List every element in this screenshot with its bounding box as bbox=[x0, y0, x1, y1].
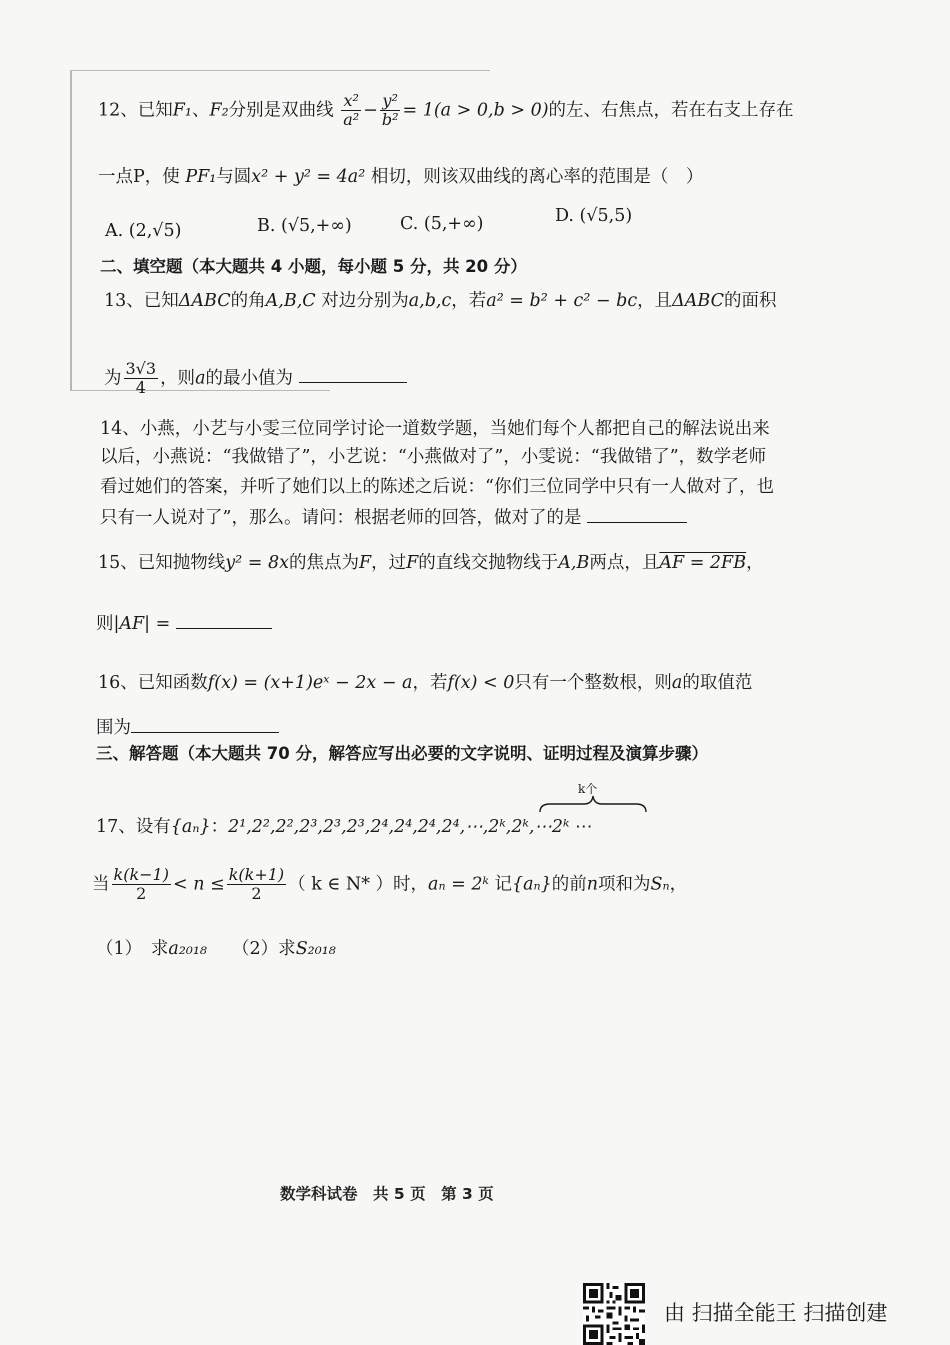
q14-line4: 只有一人说对了”，那么。请问：根据老师的回答，做对了的是 bbox=[100, 506, 687, 530]
q12-option-c: C. (5,+∞) bbox=[400, 214, 484, 234]
q13-line1: 13、已知ΔABC的角A,B,C 对边分别为a,b,c，若a² = b² + c² − bc，且ΔABC的面积 bbox=[104, 291, 777, 311]
q17-k-terms: 2ᵏ,2ᵏ,⋯2ᵏ bbox=[488, 817, 570, 837]
q12-cond: = 1(a > 0,b > 0) bbox=[402, 100, 549, 121]
q17-an-def: aₙ = 2ᵏ bbox=[428, 874, 489, 895]
q13-answer-blank bbox=[299, 366, 407, 383]
q17-line1: 17、设有{aₙ}：2¹,2²,2²,2³,2³,2³,2⁴,2⁴,2⁴,2⁴,⋯,2ᵏ,2ᵏ,⋯2ᵏ ⋯ bbox=[96, 817, 593, 837]
q17-upper-fraction: $\frac{k(k+1)}{2}$ bbox=[228, 865, 285, 904]
q15-vector-eq: AF = 2FB bbox=[659, 553, 747, 573]
q16-answer-blank bbox=[131, 716, 279, 733]
q12-minus: − bbox=[363, 100, 378, 121]
q14-answer-blank bbox=[587, 506, 687, 523]
q12-line1 bbox=[98, 92, 794, 130]
q12-option-a: A. (2,√5) bbox=[105, 221, 182, 241]
q12-sep: 、 bbox=[191, 100, 210, 121]
q14-line2: 以后，小燕说：“我做错了”，小艺说：“小燕做对了”，小雯说：“我做错了”，数学老师 bbox=[100, 447, 767, 467]
q14-line3: 看过她们的答案，并听了她们以上的陈述之后说：“你们三位同学中只有一人做对了，也 bbox=[100, 477, 774, 497]
q16-function: f(x) = (x+1)eˣ − 2x − a bbox=[207, 673, 413, 693]
q15-equation: y² = 8x bbox=[225, 553, 289, 573]
section3-heading: 三、解答题（本大题共 70 分，解答应写出必要的文字说明、证明过程及演算步骤） bbox=[96, 744, 708, 763]
frame-line-left bbox=[70, 70, 72, 390]
q17-brace-label: k个 bbox=[578, 782, 598, 796]
q12-option-d: D. (√5,5) bbox=[555, 206, 633, 226]
section2-heading: 二、填空题（本大题共 4 小题，每小题 5 分，共 20 分） bbox=[100, 257, 527, 276]
q17-sequence-terms: 2¹,2²,2²,2³,2³,2³,2⁴,2⁴,2⁴,2⁴,⋯, bbox=[228, 817, 489, 837]
q12-frac1: $\frac{\text{x²}}{\text{a²}}$ bbox=[343, 91, 360, 130]
q12-line2: 一点P，使 PF₁与圆x² + y² = 4a² 相切，则该双曲线的离心率的范围是（ ） bbox=[98, 167, 704, 187]
q12-prefix: 12、已知 bbox=[98, 100, 173, 121]
q17-lower-fraction: $\frac{k(k-1)}{2}$ bbox=[113, 865, 169, 904]
q16-line1: 16、已知函数f(x) = (x+1)eˣ − 2x − a，若f(x) < 0只有一个整数根，则a的取值范 bbox=[98, 673, 753, 693]
scanner-watermark: 由 扫描全能王 扫描创建 bbox=[664, 1301, 888, 1325]
q15-answer-blank bbox=[176, 612, 272, 629]
q17-s2018: S₂₀₁₈ bbox=[295, 939, 336, 959]
q12-option-b: B. (√5,+∞) bbox=[257, 216, 352, 236]
frame-line-top bbox=[70, 70, 490, 71]
q17-line3: （1） 求a₂₀₁₈ （2）求S₂₀₁₈ bbox=[96, 939, 336, 959]
q17-a2018: a₂₀₁₈ bbox=[168, 939, 207, 959]
q12-f2: F₂ bbox=[209, 100, 229, 121]
q12-frac2: $\frac{\text{y²}}{\text{b²}}$ bbox=[381, 91, 399, 130]
q13-equation: a² = b² + c² − bc bbox=[486, 291, 638, 311]
qr-code-icon bbox=[583, 1283, 645, 1345]
q12-pf1: PF₁ bbox=[185, 167, 217, 187]
q13-area-fraction: $\frac{3√3}{4}$ bbox=[125, 359, 157, 398]
q12-mid: 分别是双曲线 bbox=[228, 100, 334, 121]
q13-line2: 为 $\frac{3√3}{4}$ ，则a的最小值为 bbox=[104, 360, 407, 398]
q12-circle: x² + y² = 4a² bbox=[251, 167, 366, 187]
q15-line1: 15、已知抛物线y² = 8x的焦点为F，过F的直线交抛物线于A,B两点，且AF = 2FB， bbox=[98, 553, 764, 573]
q12-tail: 的左、右焦点，若在右支上存在 bbox=[548, 100, 794, 121]
q17-line2: 当 $\frac{k(k-1)}{2}$ < n ≤ $\frac{k(k+1)}{2}$ （ k ∈ N* ）时，aₙ = 2ᵏ 记{aₙ}的前n项和为Sₙ， bbox=[92, 865, 688, 904]
q14-line1: 14、小燕，小艺与小雯三位同学讨论一道数学题，当她们每个人都把自己的解法说出来 bbox=[100, 419, 770, 439]
q12-f1: F₁ bbox=[172, 100, 192, 121]
q15-line2: 则|AF| = bbox=[96, 612, 272, 636]
page-footer: 数学科试卷 共 5 页 第 3 页 bbox=[280, 1185, 494, 1203]
q16-line2: 围为 bbox=[96, 716, 279, 740]
